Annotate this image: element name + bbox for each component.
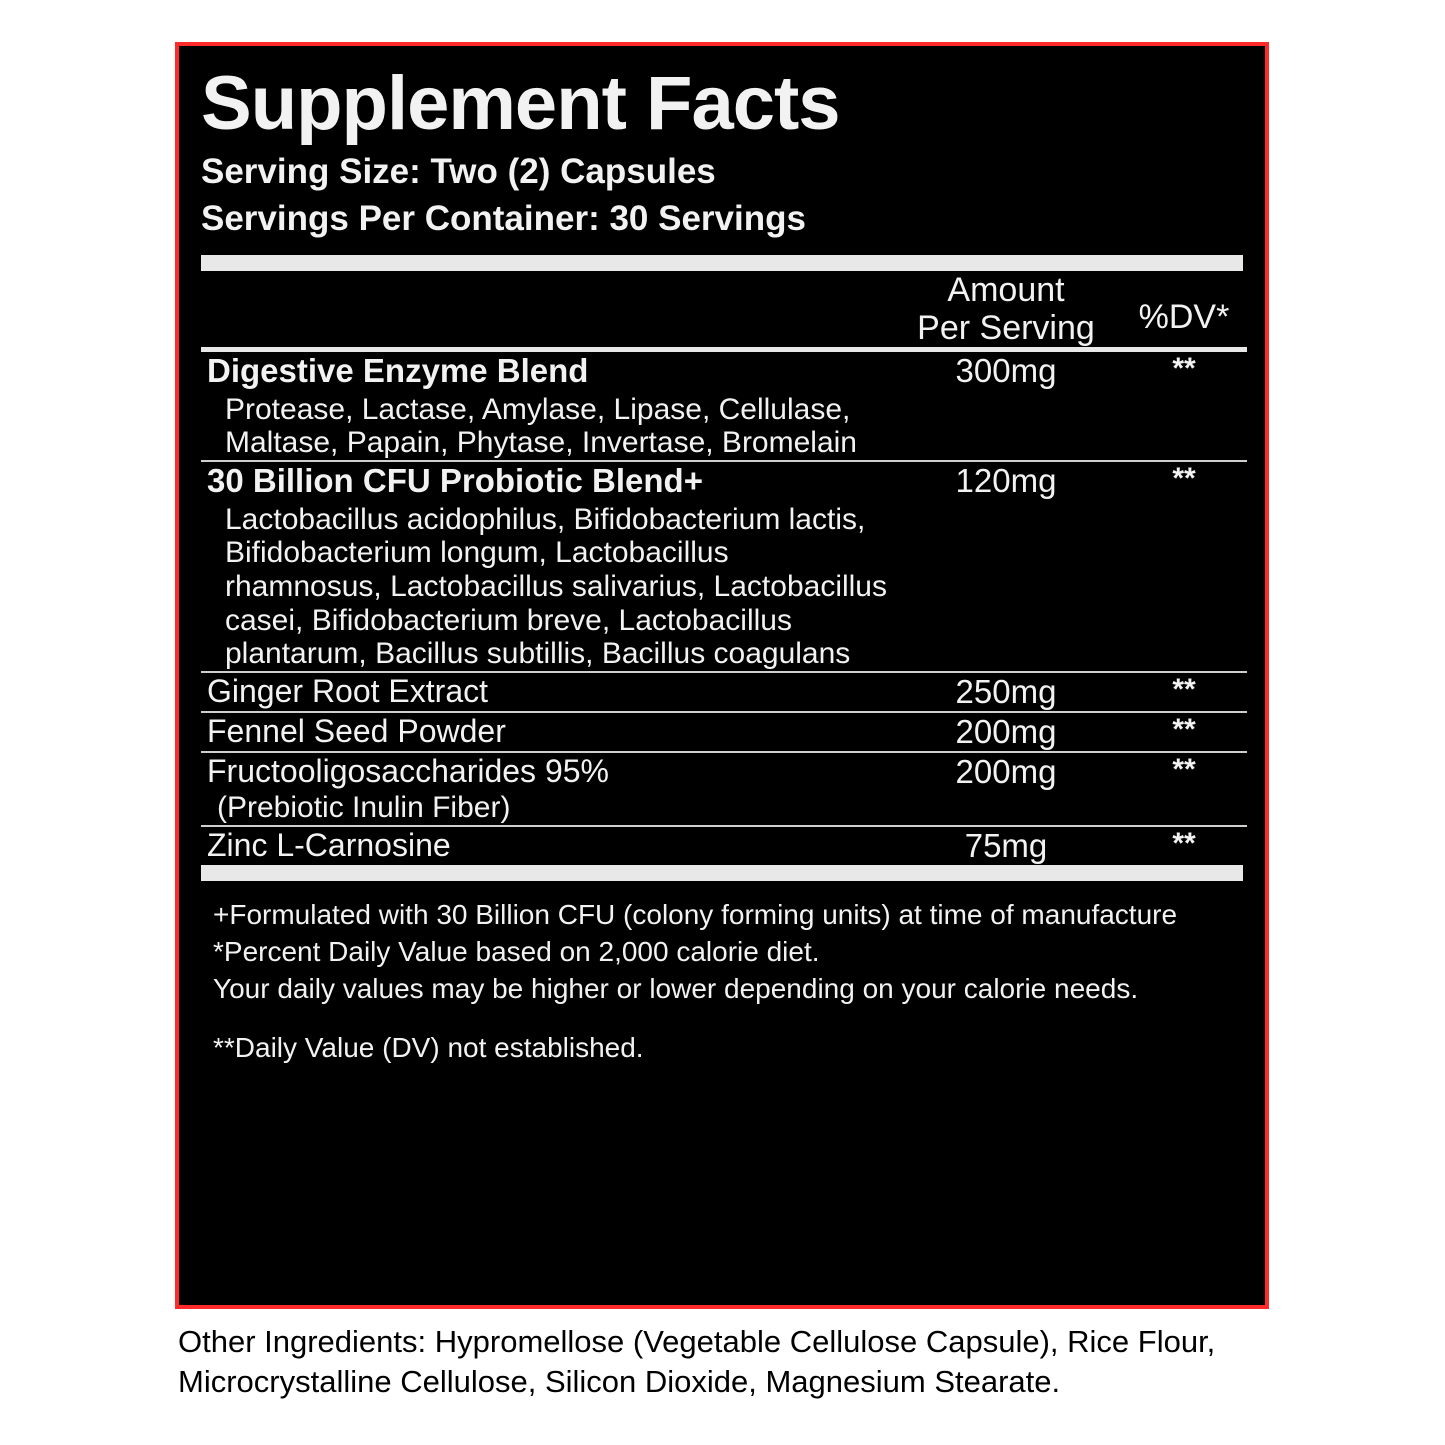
servings-per-container: Servings Per Container: 30 Servings (201, 199, 806, 239)
footnote-dv-range: Your daily values may be higher or lower depending on your calorie needs. (213, 972, 1139, 1004)
supplement-facts-inner (179, 61, 1265, 1309)
divider-bottom-thick (201, 865, 1243, 881)
footnote-cfu: +Formulated with 30 Billion CFU (colony forming units) at time of manufacture (213, 898, 1178, 930)
row-name-text: Ginger Root Extract (207, 672, 488, 709)
header-blank (201, 271, 891, 350)
table-row (201, 461, 1247, 672)
page-title: Supplement Facts (201, 61, 840, 146)
row-dv: ** (1121, 712, 1247, 752)
row-dv: ** (1121, 752, 1247, 826)
row-name-text: Fennel Seed Powder (207, 712, 506, 749)
row-amount: 120mg (891, 461, 1121, 672)
row-amount: 200mg (891, 712, 1121, 752)
serving-size: Serving Size: Two (2) Capsules (201, 152, 716, 191)
header-amount-line2: Per Serving (917, 308, 1095, 347)
row-subtext: Lactobacillus acidophilus, Bifidobacterium lactis, Bifidobacterium longum, Lactobacillus rhamnosus, Lactobacillus salivarius, Lactobacillus casei, Bifidobacterium breve, Lactobacillus plantarum, Bacillus subtillis, Bacillus coagulans (225, 502, 887, 671)
row-name (201, 461, 891, 672)
row-name-text: Digestive Enzyme Blend (207, 351, 589, 389)
row-dv: ** (1121, 826, 1247, 865)
row-amount: 300mg (891, 349, 1121, 461)
footnote-dv-basis: *Percent Daily Value based on 2,000 calorie diet. (213, 935, 820, 967)
row-amount: 200mg (891, 752, 1121, 826)
row-name (201, 672, 891, 712)
row-name (201, 752, 891, 826)
row-amount: 250mg (891, 672, 1121, 712)
row-name-text: 30 Billion CFU Probiotic Blend+ (207, 461, 703, 499)
row-subtext: (Prebiotic Inulin Fiber) (217, 791, 511, 825)
header-amount-per-serving (891, 271, 1121, 350)
row-name-text: Zinc L-Carnosine (207, 826, 451, 863)
table-header-row (201, 271, 1247, 350)
footnotes (201, 881, 1243, 1067)
footnote-dv-not-established: **Daily Value (DV) not established. (213, 1031, 644, 1063)
table-row (201, 349, 1247, 461)
row-dv: ** (1121, 672, 1247, 712)
table-row (201, 672, 1247, 712)
table-row (201, 826, 1247, 865)
supplement-facts-panel (175, 42, 1269, 1309)
nutrition-table (201, 271, 1247, 865)
other-ingredients: Other Ingredients: Hypromellose (Vegetable Cellulose Capsule), Rice Flour, Microcrystalline Cellulose, Silicon Dioxide, Magnesium Stearate. (178, 1324, 1216, 1399)
table-row (201, 752, 1247, 826)
row-dv: ** (1121, 349, 1247, 461)
row-name-text: Fructooligosaccharides 95% (207, 752, 609, 789)
header-amount-line1: Amount (947, 270, 1065, 309)
divider-top-thick (201, 255, 1243, 271)
row-name (201, 712, 891, 752)
table-row (201, 712, 1247, 752)
row-name (201, 349, 891, 461)
header-dv: %DV* (1138, 297, 1230, 336)
row-dv: ** (1121, 461, 1247, 672)
row-amount: 75mg (891, 826, 1121, 865)
row-subtext: Protease, Lactase, Amylase, Lipase, Cellulase, Maltase, Papain, Phytase, Invertase, Bromelain (225, 392, 857, 460)
row-name (201, 826, 891, 865)
